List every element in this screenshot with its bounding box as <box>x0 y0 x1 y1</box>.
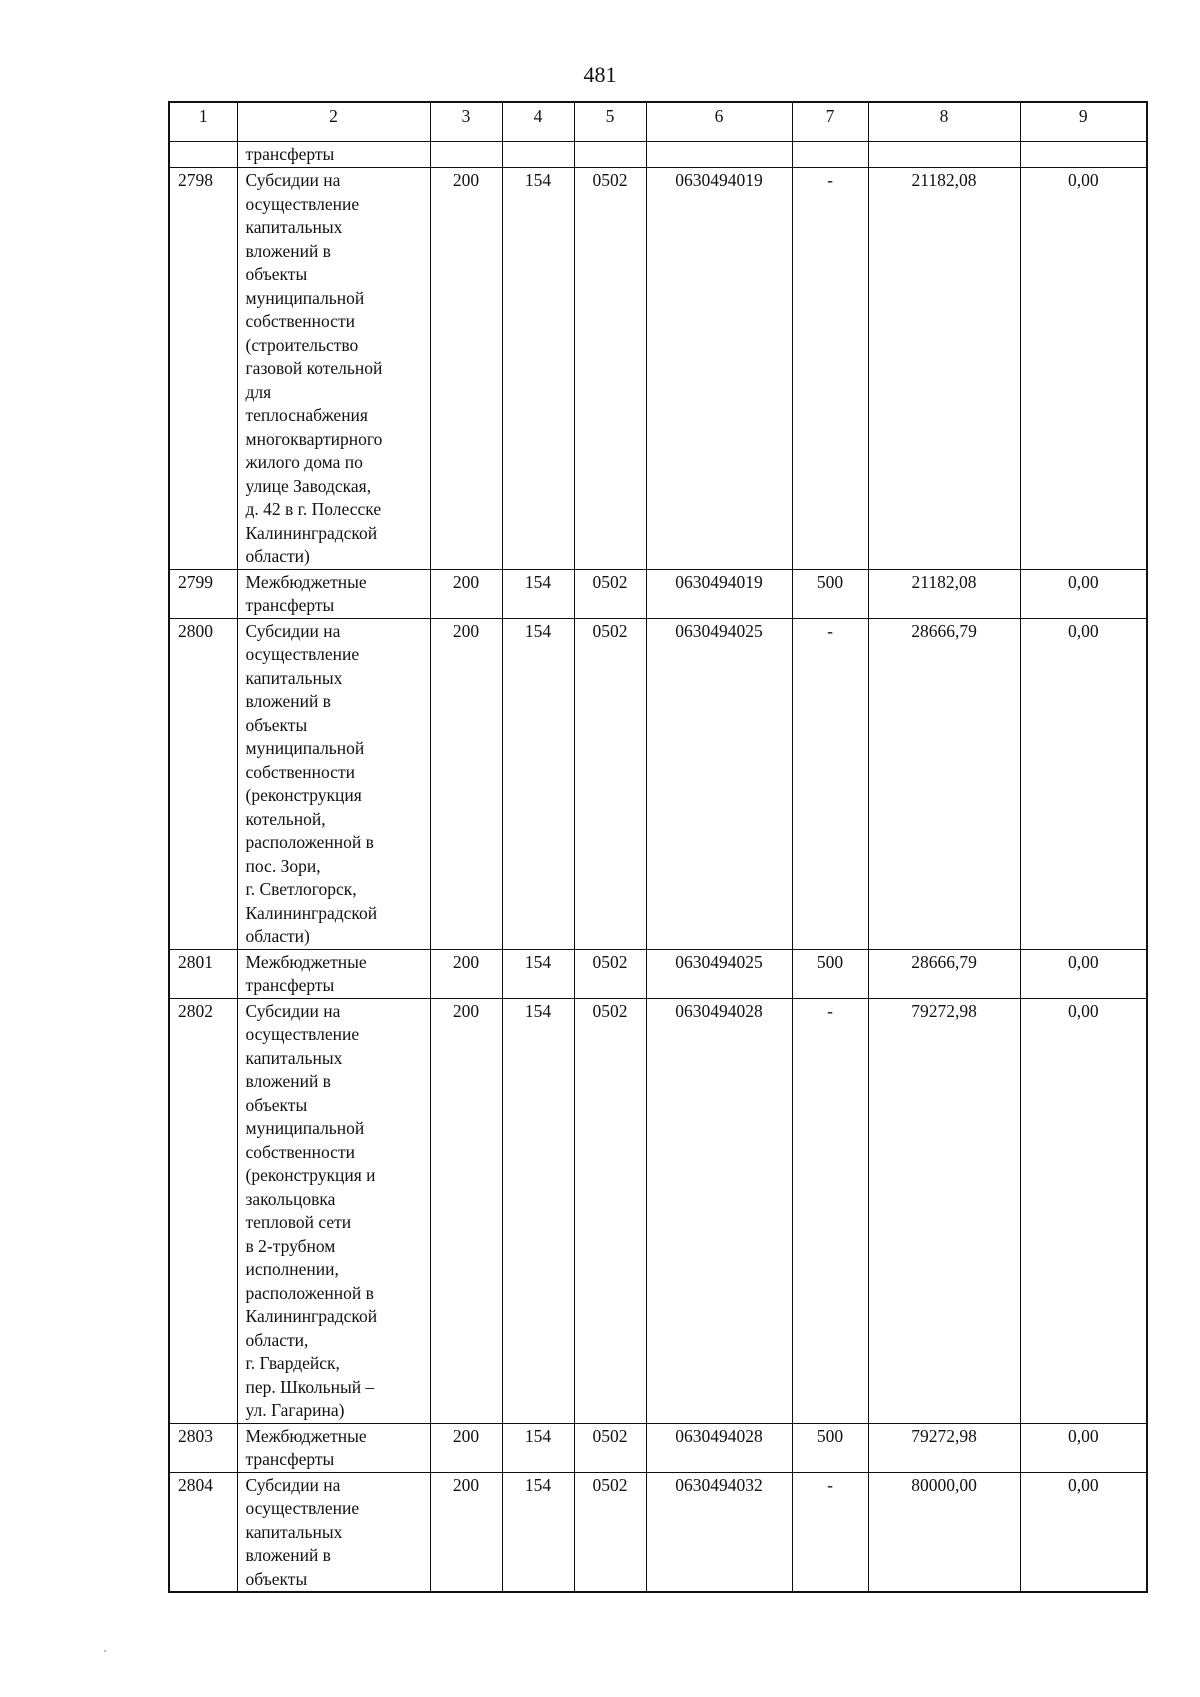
cell-row-number: 2803 <box>169 1423 237 1472</box>
cell-col-4: 154 <box>502 168 574 570</box>
cell-col-7: - <box>792 998 868 1423</box>
header-col-5: 5 <box>574 102 646 142</box>
cell-col-8: 80000,00 <box>868 1472 1020 1592</box>
header-col-7: 7 <box>792 102 868 142</box>
cell-col-9: 0,00 <box>1020 1472 1147 1592</box>
cell-col-9: 0,00 <box>1020 168 1147 570</box>
cell-empty <box>1020 142 1147 168</box>
cell-row-number: 2799 <box>169 569 237 618</box>
cell-col-6: 0630494019 <box>646 168 792 570</box>
cell-name: Субсидии на осуществление капитальных вложений в объекты <box>237 1472 430 1592</box>
table-row <box>169 998 1147 1423</box>
table-body <box>169 142 1147 1593</box>
cell-col-3: 200 <box>430 168 502 570</box>
cell-col-3: 200 <box>430 569 502 618</box>
cell-col-7: - <box>792 1472 868 1592</box>
cell-col-9: 0,00 <box>1020 949 1147 998</box>
cell-empty <box>792 142 868 168</box>
cell-col-7: - <box>792 618 868 949</box>
table-row <box>169 1472 1147 1592</box>
header-col-9: 9 <box>1020 102 1147 142</box>
page-number: 481 <box>583 62 617 87</box>
cell-name: трансферты <box>237 142 430 168</box>
cell-col-5: 0502 <box>574 949 646 998</box>
cell-col-4: 154 <box>502 998 574 1423</box>
cell-col-5: 0502 <box>574 618 646 949</box>
cell-col-5: 0502 <box>574 1472 646 1592</box>
cell-col-8: 28666,79 <box>868 949 1020 998</box>
cell-col-9: 0,00 <box>1020 1423 1147 1472</box>
table-row <box>169 569 1147 618</box>
cell-col-5: 0502 <box>574 998 646 1423</box>
cell-col-5: 0502 <box>574 1423 646 1472</box>
cell-col-9: 0,00 <box>1020 998 1147 1423</box>
cell-col-4: 154 <box>502 1472 574 1592</box>
cell-col-3: 200 <box>430 1472 502 1592</box>
continuation-row <box>169 142 1147 168</box>
cell-name: Межбюджетные трансферты <box>237 949 430 998</box>
cell-row-number: 2800 <box>169 618 237 949</box>
cell-empty <box>574 142 646 168</box>
cell-row-number: 2801 <box>169 949 237 998</box>
table-row <box>169 618 1147 949</box>
cell-col-3: 200 <box>430 1423 502 1472</box>
table-row <box>169 1423 1147 1472</box>
cell-row-number: 2798 <box>169 168 237 570</box>
cell-col-4: 154 <box>502 618 574 949</box>
header-col-2: 2 <box>237 102 430 142</box>
cell-col-6: 0630494019 <box>646 569 792 618</box>
cell-empty <box>430 142 502 168</box>
cell-col-8: 21182,08 <box>868 168 1020 570</box>
cell-col-3: 200 <box>430 998 502 1423</box>
budget-table <box>168 101 1148 1593</box>
cell-col-6: 0630494025 <box>646 949 792 998</box>
table-header <box>169 102 1147 142</box>
cell-name: Межбюджетные трансферты <box>237 569 430 618</box>
cell-col-4: 154 <box>502 1423 574 1472</box>
cell-col-8: 28666,79 <box>868 618 1020 949</box>
cell-col-3: 200 <box>430 949 502 998</box>
cell-col-7: 500 <box>792 1423 868 1472</box>
header-row <box>169 102 1147 142</box>
header-col-3: 3 <box>430 102 502 142</box>
cell-row-number: 2804 <box>169 1472 237 1592</box>
cell-col-9: 0,00 <box>1020 569 1147 618</box>
cell-col-8: 79272,98 <box>868 1423 1020 1472</box>
cell-row-number: 2802 <box>169 998 237 1423</box>
cell-col-3: 200 <box>430 618 502 949</box>
cell-empty <box>646 142 792 168</box>
cell-col-9: 0,00 <box>1020 618 1147 949</box>
cell-num <box>169 142 237 168</box>
cell-name: Субсидии на осуществление капитальных вложений в объекты муниципальной собственности (строительство газовой котельной для теплоснабжения многоквартирного жилого дома по улице Заводская, д. 42 в г. Полесске Калининградской области) <box>237 168 430 570</box>
header-col-6: 6 <box>646 102 792 142</box>
cell-empty <box>868 142 1020 168</box>
header-col-1: 1 <box>169 102 237 142</box>
header-col-4: 4 <box>502 102 574 142</box>
cell-col-4: 154 <box>502 949 574 998</box>
cell-col-7: 500 <box>792 569 868 618</box>
cell-col-6: 0630494028 <box>646 998 792 1423</box>
cell-col-6: 0630494025 <box>646 618 792 949</box>
cell-empty <box>502 142 574 168</box>
cell-name: Субсидии на осуществление капитальных вложений в объекты муниципальной собственности (реконструкция и закольцовка тепловой сети в 2-трубном исполнении, расположенной в Калининградской области, г. Гвардейск, пер. Школьный – ул. Гагарина) <box>237 998 430 1423</box>
cell-col-8: 21182,08 <box>868 569 1020 618</box>
cell-col-7: - <box>792 168 868 570</box>
scan-artifact <box>104 1650 106 1652</box>
table-row <box>169 168 1147 570</box>
cell-col-7: 500 <box>792 949 868 998</box>
cell-col-6: 0630494028 <box>646 1423 792 1472</box>
cell-col-6: 0630494032 <box>646 1472 792 1592</box>
header-col-8: 8 <box>868 102 1020 142</box>
cell-col-5: 0502 <box>574 569 646 618</box>
table-row <box>169 949 1147 998</box>
cell-name: Межбюджетные трансферты <box>237 1423 430 1472</box>
cell-col-5: 0502 <box>574 168 646 570</box>
cell-col-4: 154 <box>502 569 574 618</box>
cell-name: Субсидии на осуществление капитальных вложений в объекты муниципальной собственности (реконструкция котельной, расположенной в пос. Зори, г. Светлогорск, Калининградской области) <box>237 618 430 949</box>
cell-col-8: 79272,98 <box>868 998 1020 1423</box>
